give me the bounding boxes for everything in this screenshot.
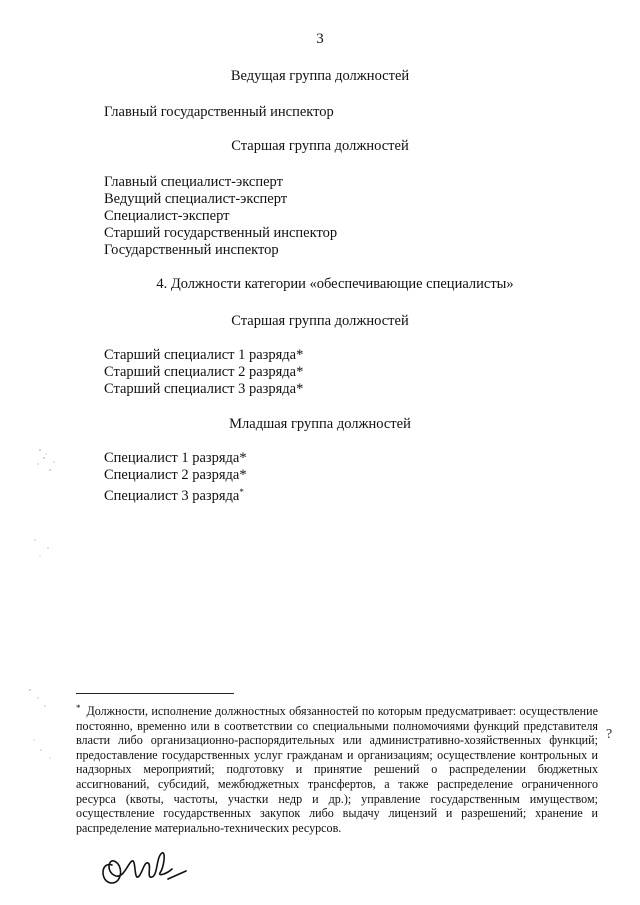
list-item: Старший специалист 1 разряда*: [104, 347, 304, 363]
list-item: Специалист 1 разряда*: [104, 450, 247, 466]
senior-group-heading: Старшая группа должностей: [231, 138, 409, 154]
leading-group-item: Главный государственный инспектор: [104, 104, 334, 120]
asterisk: *: [239, 450, 247, 466]
asterisk: *: [239, 487, 244, 497]
scan-noise: [10, 440, 70, 780]
footnote-separator: [76, 693, 234, 694]
asterisk: *: [296, 364, 304, 380]
list-item: Ведущий специалист-эксперт: [104, 191, 288, 207]
list-item: Специалист-эксперт: [104, 208, 230, 224]
list-item: Специалист 3 разряда*: [104, 487, 244, 504]
list-item: Главный специалист-эксперт: [104, 174, 283, 190]
footnote: [76, 701, 598, 835]
asterisk: *: [296, 381, 304, 397]
senior-group-list: [104, 174, 337, 259]
category-4-heading: 4. Должности категории «обеспечивающие специалисты»: [156, 276, 514, 292]
page-number: 3: [316, 31, 324, 47]
junior-group-list: [104, 450, 247, 504]
junior-group-heading: Младшая группа должностей: [229, 416, 411, 432]
asterisk: *: [239, 467, 247, 483]
asterisk: *: [296, 347, 304, 363]
list-item: Государственный инспектор: [104, 242, 279, 258]
footnote-text: Должности, исполнение должностных обязанностей по которым предусматривает: осуществление постоянно, временно или в соответствии со специальными полномочиями функций представителя власти либо организационно-распорядительных или административно-хозяйственных функций; предоставление государственных услуг гражданам и организациям; осуществление контрольных и надзорных мероприятий; подготовку и принятие решений о распределении бюджетных ассигнований, субсидий, межбюджетных трансфертов, а также распределение ограниченного ресурса (квоты, частоты, участки недр и др.); управление государственным имуществом; осуществление государственных закупок либо выдачу лицензий и разрешений; хранение и распределение материально-технических ресурсов.: [76, 704, 598, 835]
list-item: Старший государственный инспектор: [104, 225, 338, 241]
list-item: Старший специалист 2 разряда*: [104, 364, 304, 380]
margin-mark: ?: [606, 727, 613, 742]
list-item: Старший специалист 3 разряда*: [104, 381, 304, 397]
handwritten-signature: [98, 843, 193, 893]
leading-group-heading: Ведущая группа должностей: [230, 68, 410, 84]
senior-group-2-list: [104, 347, 303, 398]
list-item: Специалист 2 разряда*: [104, 467, 247, 483]
senior-group-2-heading: Старшая группа должностей: [231, 313, 409, 329]
footnote-marker: *: [76, 703, 81, 713]
